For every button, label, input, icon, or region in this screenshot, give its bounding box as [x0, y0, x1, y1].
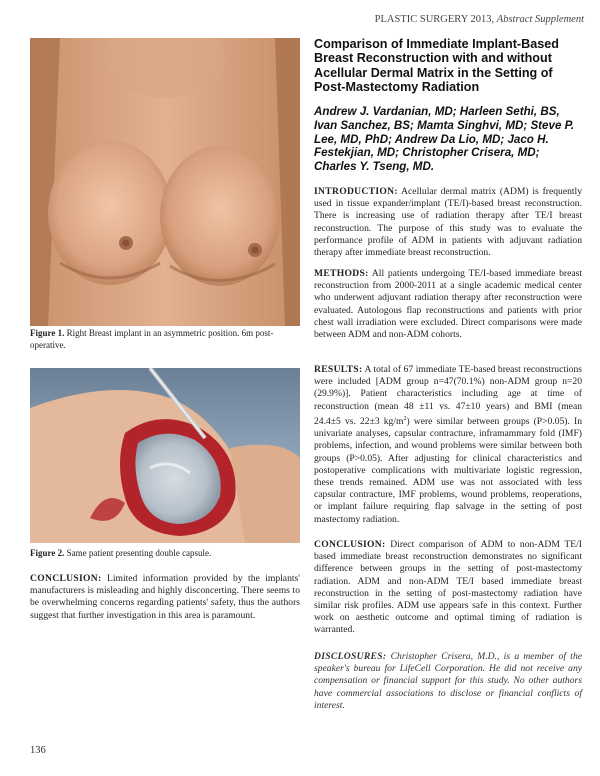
introduction-text: Acellular dermal matrix (ADM) is frequently used in tissue expander/implant (TE/I)-based breast reconstruction. There is increasing use of radiation therapy after TE/I breast reconstruction. The purpose of this study was to evaluate the performance profile of ADM in patients with adjuvant radiation therapy after immediate breast reconstruction. [314, 186, 583, 259]
left-conclusion-paragraph [30, 573, 300, 622]
results-paragraph [314, 364, 582, 526]
figure-2-label: Figure 2. [30, 548, 65, 558]
results-text-b: ) were similar between groups (P>0.05). In univariate analyses, capsular contracture, inframammary fold (IMF) problems, infection, and wound problems were similar between both groups (P>0.05). After adjusting for clinical characteristics and postoperative complications with multivariate logistic regression, these trends remained. ADM use was not associated with less capsular contracture, IMF problems, wound problems, reoperations, or implant failure requiring flap salvage in the setting of post mastectomy radiation. [314, 416, 582, 525]
figure-1-photo [30, 38, 300, 326]
figure-2-caption [30, 548, 300, 560]
methods-paragraph [314, 268, 582, 341]
results-label: RESULTS: [314, 364, 363, 375]
figure-2-text: Same patient presenting double capsule. [66, 548, 212, 558]
disclosures-label: DISCLOSURES: [314, 651, 387, 662]
article-title: Comparison of Immediate Implant-Based Breast Reconstruction with and without Acellular Dermal Matrix in the Setting of Post-Mastectomy Radiation [314, 37, 559, 95]
introduction-label: INTRODUCTION: [314, 186, 398, 197]
journal-name: PLASTIC SURGERY 2013, [374, 14, 495, 25]
disclosures-text: Christopher Crisera, M.D., is a member of the speaker's bureau for LifeCell Corporation. He did not receive any compensation or financial support for this study. No other authors have commercial associations to disclose or financial conflicts of interest. [314, 651, 582, 711]
page-number: 136 [30, 745, 46, 756]
methods-label: METHODS: [314, 268, 369, 279]
left-conclusion-label: CONCLUSION: [30, 573, 102, 584]
conclusion-label: CONCLUSION: [314, 539, 386, 550]
figure-2-photo [30, 368, 300, 543]
conclusion-text: Direct comparison of ADM to non-ADM TE/I based immediate breast reconstruction demonstrates no significant difference between groups in the setting of post-mastectomy radiation. ADM and non-ADM TE/I based immediate breast reconstruction in the setting of post-mastectomy radiation have similar risk profiles. ADM use appears safe in this context. Further work on aesthetic outcome and optimal timing of radiation is warranted. [314, 539, 583, 636]
author-list: Andrew J. Vardanian, MD; Harleen Sethi, BS, Ivan Sanchez, BS; Mamta Singhvi, MD; Steve P. Lee, MD, PhD; Andrew Da Lio, MD; Jaco H. Festekjian, MD; Christopher Crisera, MD; Charles Y. Tseng, MD. [314, 105, 575, 174]
figure-1-text: Right Breast implant in an asymmetric position. 6m post-operative. [30, 328, 274, 350]
methods-text: All patients undergoing TE/I-based immediate breast reconstruction from 2000-2011 at a single academic medical center who underwent adjuvant radiation therapy after reconstruction were evaluated. Autologous flap reconstructions and patients with prior chest wall irradiation were excluded. Direct comparisons were made between ADM and non-ADM cohorts. [314, 268, 582, 341]
results-superscript: 2 [403, 415, 407, 422]
figure-2-image [30, 368, 300, 543]
figure-1-image [30, 38, 300, 326]
introduction-paragraph [314, 186, 582, 259]
figure-1-caption [30, 328, 300, 351]
left-conclusion-text: Limited information provided by the implants' manufacturers is misleading and highly disconcerting. There seems to be overwhelming concerns regarding patients' safety, thus the authors suggest that further investigation in this area is paramount. [30, 573, 300, 621]
disclosures-paragraph [314, 651, 582, 712]
conclusion-paragraph [314, 539, 582, 637]
running-header [375, 14, 584, 25]
results-text-a: A total of 67 immediate TE-based breast reconstructions were included [ADM group n=47(70.1%) non-ADM group n=20 (29.9%)]. Patient characteristics including age at time of reconstruction (mean 48 ±11 vs. 47±10 years) and BMI (mean 24.4±5 vs. 22±3 kg/m [314, 364, 582, 427]
supplement-name: Abstract Supplement [496, 14, 584, 25]
figure-1-label: Figure 1. [30, 328, 65, 338]
